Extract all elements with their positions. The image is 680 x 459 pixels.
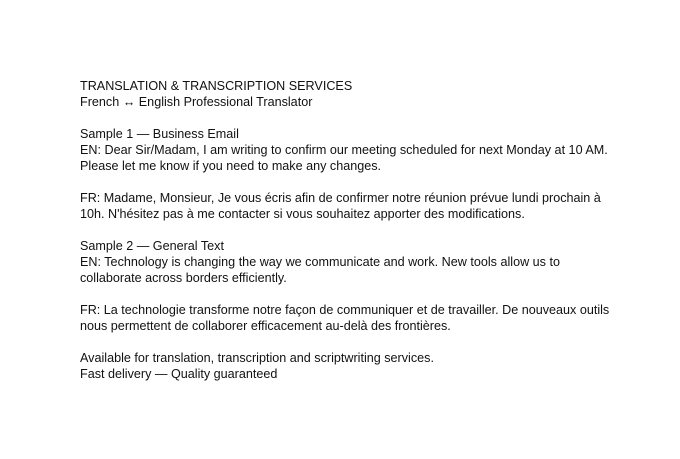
sample1-heading: Sample 1 — Business Email — [80, 127, 239, 141]
delivery-text: Fast delivery — Quality guaranteed — [80, 367, 278, 381]
spacer — [80, 110, 640, 126]
document-title: TRANSLATION & TRANSCRIPTION SERVICES — [80, 79, 353, 93]
sample2-fr-line: nous permettent de collaborer efficacement au-delà des frontières. — [80, 319, 451, 333]
spacer — [80, 286, 640, 302]
spacer — [80, 334, 640, 350]
availability-text: Available for translation, transcription and scriptwriting services. — [80, 351, 434, 365]
sample2-en-line: collaborate across borders efficiently. — [80, 271, 287, 285]
sample1-fr-line: FR: Madame, Monsieur, Je vous écris afin de confirmer notre réunion prévue lundi prochain à — [80, 191, 601, 205]
sample1-en-line: Please let me know if you need to make any changes. — [80, 159, 382, 173]
document-subtitle: French ↔ English Professional Translator — [80, 95, 313, 109]
spacer — [80, 222, 640, 238]
sample1-en-line: EN: Dear Sir/Madam, I am writing to confirm our meeting scheduled for next Monday at 10 AM. — [80, 143, 608, 157]
sample2-heading: Sample 2 — General Text — [80, 239, 224, 253]
sample1-fr-line: 10h. N'hésitez pas à me contacter si vous souhaitez apporter des modifications. — [80, 207, 525, 221]
sample2-fr-line: FR: La technologie transforme notre façon de communiquer et de travailler. De nouveaux outils — [80, 303, 610, 317]
sample2-en-line: EN: Technology is changing the way we communicate and work. New tools allow us to — [80, 255, 560, 269]
document-body — [80, 78, 640, 382]
spacer — [80, 174, 640, 190]
